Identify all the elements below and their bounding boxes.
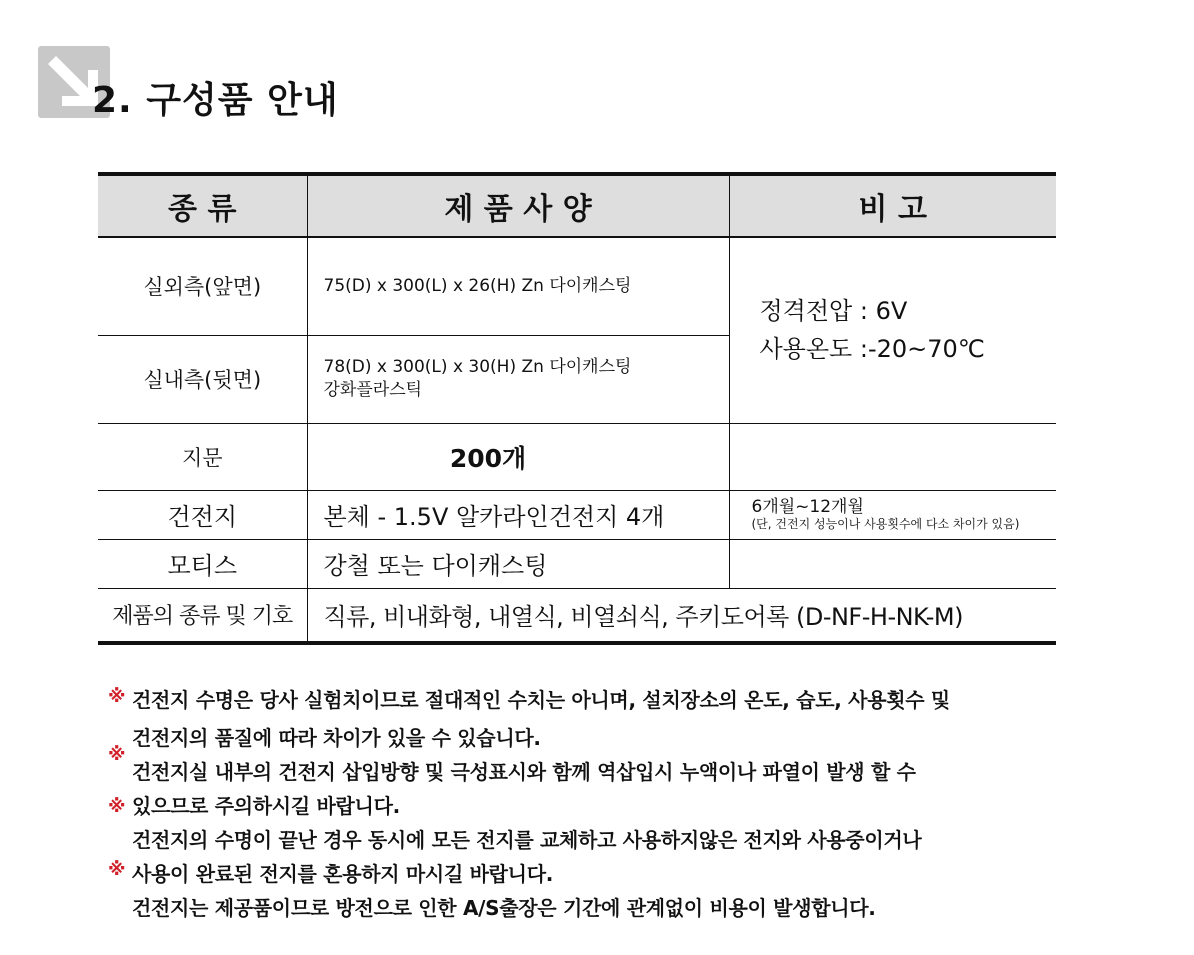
note-mark: ※ [108, 859, 126, 880]
cell-spec [307, 237, 729, 335]
cell-kind: 제품의 종류 및 기호 [98, 588, 307, 643]
header-kind: 종 류 [98, 174, 307, 237]
note-mark: ※ [108, 744, 126, 765]
note-mark: ※ [108, 796, 126, 817]
header-spec: 제 품 사 양 [307, 174, 729, 237]
note-line: 건전지의 품질에 따라 차이가 있을 수 있습니다. [132, 726, 541, 750]
cell-kind: 건전지 [98, 490, 307, 539]
note-line: 건전지의 수명이 끝난 경우 동시에 모든 전지를 교체하고 사용하지않은 전지와 사용중이거나 [132, 828, 922, 852]
table-row [98, 423, 1056, 490]
cell-spec: 강철 또는 다이캐스팅 [307, 539, 729, 588]
table-row [98, 588, 1056, 643]
section-heading [38, 46, 438, 121]
note-mark: ※ [108, 686, 126, 707]
cell-kind: 지문 [98, 423, 307, 490]
note-line: 사용이 완료된 전지를 혼용하지 마시길 바랍니다. [132, 862, 554, 886]
cell-kind: 실내측(뒷면) [98, 335, 307, 423]
spec-line: 78(D) x 300(L) x 30(H) Zn 다이캐스팅 [323, 357, 632, 377]
cell-note-empty [729, 539, 1056, 588]
header-note: 비 고 [729, 174, 1056, 237]
spec-line: 75(D) x 300(L) x 26(H) Zn 다이캐스팅 [323, 275, 632, 296]
note-line: 건전지실 내부의 건전지 삽입방향 및 극성표시와 함께 역삽입시 누액이나 파열이 발생 할 수 [132, 760, 916, 784]
cell-rated-note [729, 237, 1056, 423]
battery-life-remark: (단, 건전지 성능이나 사용횟수에 다소 차이가 있음) [751, 516, 1020, 531]
cell-spec: 본체 - 1.5V 알카라인건전지 4개 [307, 490, 729, 539]
table-header-row [98, 174, 1056, 237]
cell-kind: 모티스 [98, 539, 307, 588]
table-row [98, 490, 1056, 539]
note-line: 있으므로 주의하시길 바랍니다. [132, 794, 400, 818]
components-table [98, 172, 1056, 645]
cell-spec: 200개 [307, 423, 729, 490]
note-line: 건전지는 제공품이므로 방전으로 인한 A/S출장은 기간에 관계없이 비용이 발생합니다. [132, 896, 876, 920]
cell-kind: 실외측(앞면) [98, 237, 307, 335]
cell-spec [307, 335, 729, 423]
cell-note-empty [729, 423, 1056, 490]
cell-battery-note [729, 490, 1056, 539]
section-title: 2. 구성품 안내 [92, 80, 339, 121]
table-row [98, 539, 1056, 588]
rated-voltage: 정격전압 : 6V [759, 297, 908, 326]
battery-life: 6개월~12개월 [751, 496, 864, 517]
spec-line: 강화플라스틱 [323, 380, 423, 400]
cell-spec: 직류, 비내화형, 내열식, 비열쇠식, 주키도어록 (D-NF-H-NK-M) [307, 588, 1056, 643]
operating-temperature: 사용온도 :-20~70℃ [759, 335, 985, 364]
note-line: 건전지 수명은 당사 실험치이므로 절대적인 수치는 아니며, 설치장소의 온도, 습도, 사용횟수 및 [132, 688, 950, 712]
table-row [98, 237, 1056, 335]
